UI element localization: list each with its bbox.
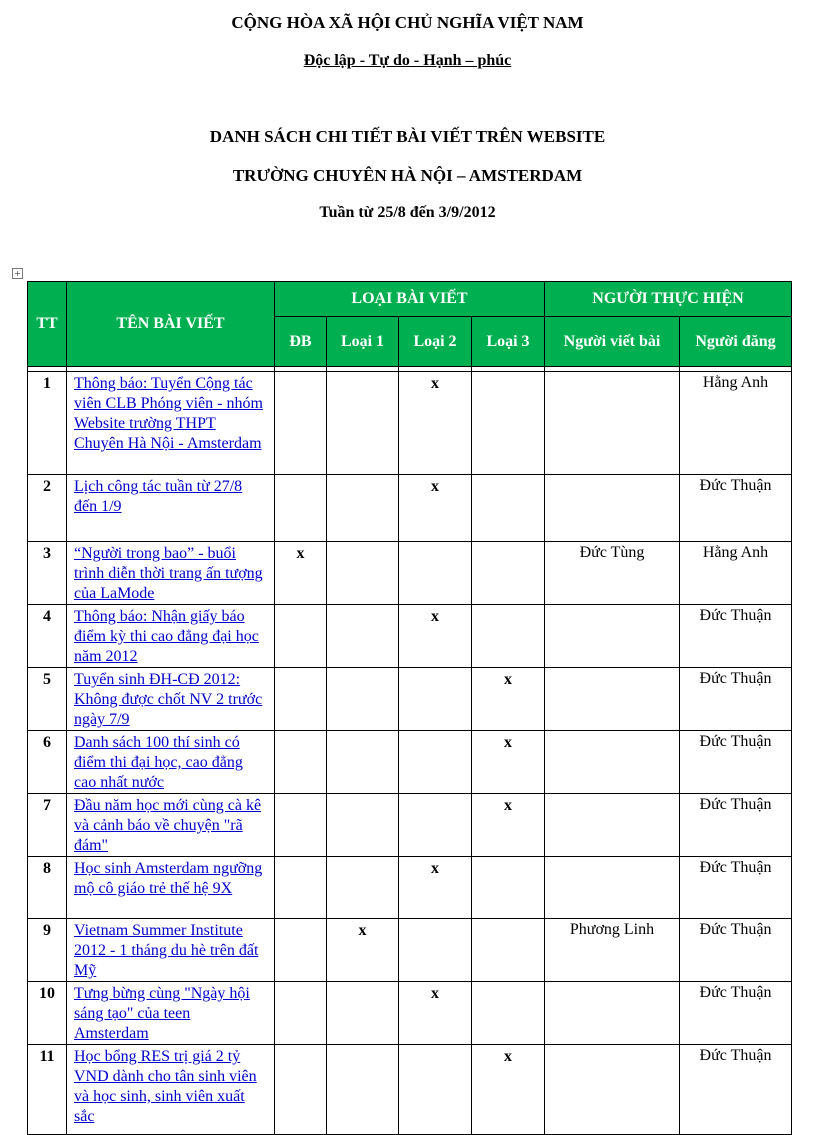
title-cell <box>67 731 275 794</box>
country-name: CỘNG HÒA XÃ HỘI CHỦ NGHĨA VIỆT NAM <box>231 13 584 32</box>
row-number: 8 <box>28 857 67 919</box>
poster-name: Đức Thuận <box>680 794 792 857</box>
mark-db <box>275 731 327 794</box>
header-db: ĐB <box>275 317 327 367</box>
mark-type-2: x <box>399 605 472 668</box>
poster-name: Đức Thuận <box>680 668 792 731</box>
articles-table <box>27 281 792 1135</box>
row-number: 9 <box>28 919 67 982</box>
title-cell <box>67 1045 275 1135</box>
table-row <box>28 982 792 1045</box>
title-cell <box>67 372 275 475</box>
table-move-handle-icon[interactable]: + <box>12 268 23 279</box>
table-row <box>28 668 792 731</box>
mark-db <box>275 668 327 731</box>
poster-name: Đức Thuận <box>680 919 792 982</box>
writer-name <box>545 605 680 668</box>
mark-type-1 <box>327 542 399 605</box>
poster-name: Đức Thuận <box>680 982 792 1045</box>
mark-type-3: x <box>472 1045 545 1135</box>
mark-type-1 <box>327 1045 399 1135</box>
header-article-type: LOẠI BÀI VIẾT <box>275 282 545 317</box>
table-row <box>28 542 792 605</box>
row-number: 2 <box>28 475 67 542</box>
title-cell <box>67 857 275 919</box>
writer-name <box>545 982 680 1045</box>
title-cell <box>67 475 275 542</box>
mark-type-2 <box>399 794 472 857</box>
writer-name: Phương Linh <box>545 919 680 982</box>
document-title: DANH SÁCH CHI TIẾT BÀI VIẾT TRÊN WEBSITE <box>209 127 606 146</box>
title-cell <box>67 982 275 1045</box>
table-row <box>28 372 792 475</box>
mark-db <box>275 605 327 668</box>
mark-db <box>275 372 327 475</box>
mark-type-1: x <box>327 919 399 982</box>
article-title-link[interactable]: Danh sách 100 thí sinh có điểm thi đại học, cao đẳng cao nhất nước <box>74 734 243 791</box>
row-number: 4 <box>28 605 67 668</box>
table-row <box>28 794 792 857</box>
article-title-link[interactable]: Học sinh Amsterdam ngưỡng mộ cô giáo trẻ thế hệ 9X <box>74 860 263 897</box>
mark-type-3 <box>472 372 545 475</box>
header-type-1: Loại 1 <box>327 317 399 367</box>
writer-name <box>545 372 680 475</box>
poster-name: Đức Thuận <box>680 475 792 542</box>
mark-type-1 <box>327 982 399 1045</box>
poster-name: Đức Thuận <box>680 731 792 794</box>
mark-type-3: x <box>472 668 545 731</box>
title-cell <box>67 605 275 668</box>
row-number: 11 <box>28 1045 67 1135</box>
mark-db: x <box>275 542 327 605</box>
table-row <box>28 919 792 982</box>
article-title-link[interactable]: Tưng bừng cùng "Ngày hội sáng tạo" của teen Amsterdam <box>74 985 250 1042</box>
mark-type-2: x <box>399 372 472 475</box>
mark-type-1 <box>327 794 399 857</box>
header-type-2: Loại 2 <box>399 317 472 367</box>
article-title-link[interactable]: Đầu năm học mới cùng cà kê và cảnh báo về chuyện "rã đám" <box>74 797 262 854</box>
mark-type-1 <box>327 372 399 475</box>
mark-type-1 <box>327 475 399 542</box>
row-number: 6 <box>28 731 67 794</box>
table-row <box>28 1045 792 1135</box>
article-title-link[interactable]: Vietnam Summer Institute 2012 - 1 tháng du hè trên đất Mỹ <box>74 922 259 979</box>
mark-db <box>275 857 327 919</box>
mark-type-3: x <box>472 794 545 857</box>
mark-db <box>275 475 327 542</box>
row-number: 7 <box>28 794 67 857</box>
mark-db <box>275 1045 327 1135</box>
header-poster: Người đăng <box>680 317 792 367</box>
mark-db <box>275 982 327 1045</box>
national-motto: Độc lập - Tự do - Hạnh – phúc <box>303 52 512 69</box>
mark-type-1 <box>327 668 399 731</box>
header-type-3: Loại 3 <box>472 317 545 367</box>
mark-type-2 <box>399 1045 472 1135</box>
mark-type-1 <box>327 731 399 794</box>
writer-name <box>545 794 680 857</box>
mark-type-3 <box>472 919 545 982</box>
poster-name: Đức Thuận <box>680 1045 792 1135</box>
week-range: Tuần từ 25/8 đến 3/9/2012 <box>319 204 496 221</box>
writer-name <box>545 1045 680 1135</box>
mark-type-3 <box>472 857 545 919</box>
mark-type-3: x <box>472 731 545 794</box>
poster-name: Hằng Anh <box>680 372 792 475</box>
writer-name: Đức Tùng <box>545 542 680 605</box>
mark-type-1 <box>327 857 399 919</box>
mark-type-2: x <box>399 982 472 1045</box>
header-tt: TT <box>28 282 67 367</box>
table-row <box>28 605 792 668</box>
mark-type-2: x <box>399 475 472 542</box>
writer-name <box>545 731 680 794</box>
poster-name: Hằng Anh <box>680 542 792 605</box>
writer-name <box>545 475 680 542</box>
table-row <box>28 857 792 919</box>
title-cell <box>67 542 275 605</box>
school-name: TRƯỜNG CHUYÊN HÀ NỘI – AMSTERDAM <box>232 166 583 185</box>
row-number: 1 <box>28 372 67 475</box>
mark-type-2 <box>399 919 472 982</box>
row-number: 5 <box>28 668 67 731</box>
mark-type-3 <box>472 475 545 542</box>
mark-type-2 <box>399 542 472 605</box>
mark-db <box>275 794 327 857</box>
mark-db <box>275 919 327 982</box>
title-cell <box>67 919 275 982</box>
article-title-link[interactable]: Học bổng RES trị giá 2 tỷ VND dành cho tân sinh viên và học sinh, sinh viên xuất sắc <box>74 1048 257 1125</box>
article-title-link[interactable]: Thông báo: Nhận giấy báo điểm kỳ thi cao đẳng đại học năm 2012 <box>74 608 259 665</box>
mark-type-2 <box>399 731 472 794</box>
poster-name: Đức Thuận <box>680 605 792 668</box>
article-title-link[interactable]: Thông báo: Tuyển Cộng tác viên CLB Phóng viên - nhóm Website trường THPT Chuyên Hà Nội - Amsterdam <box>74 375 263 452</box>
poster-name: Đức Thuận <box>680 857 792 919</box>
article-title-link[interactable]: Tuyển sinh ĐH-CĐ 2012: Không được chốt NV 2 trước ngày 7/9 <box>74 671 263 728</box>
header-title: TÊN BÀI VIẾT <box>67 282 275 367</box>
mark-type-2 <box>399 668 472 731</box>
mark-type-2: x <box>399 857 472 919</box>
header-performer: NGƯỜI THỰC HIỆN <box>545 282 792 317</box>
title-cell <box>67 668 275 731</box>
table-row <box>28 731 792 794</box>
mark-type-3 <box>472 542 545 605</box>
mark-type-3 <box>472 982 545 1045</box>
writer-name <box>545 668 680 731</box>
table-row <box>28 475 792 542</box>
writer-name <box>545 857 680 919</box>
row-number: 3 <box>28 542 67 605</box>
article-title-link[interactable]: Lịch công tác tuần từ 27/8 đến 1/9 <box>74 478 243 515</box>
mark-type-3 <box>472 605 545 668</box>
article-title-link[interactable]: “Người trong bao” - buổi trình diễn thời trang ấn tượng của LaMode <box>74 545 263 602</box>
title-cell <box>67 794 275 857</box>
mark-type-1 <box>327 605 399 668</box>
header-writer: Người viết bài <box>545 317 680 367</box>
row-number: 10 <box>28 982 67 1045</box>
